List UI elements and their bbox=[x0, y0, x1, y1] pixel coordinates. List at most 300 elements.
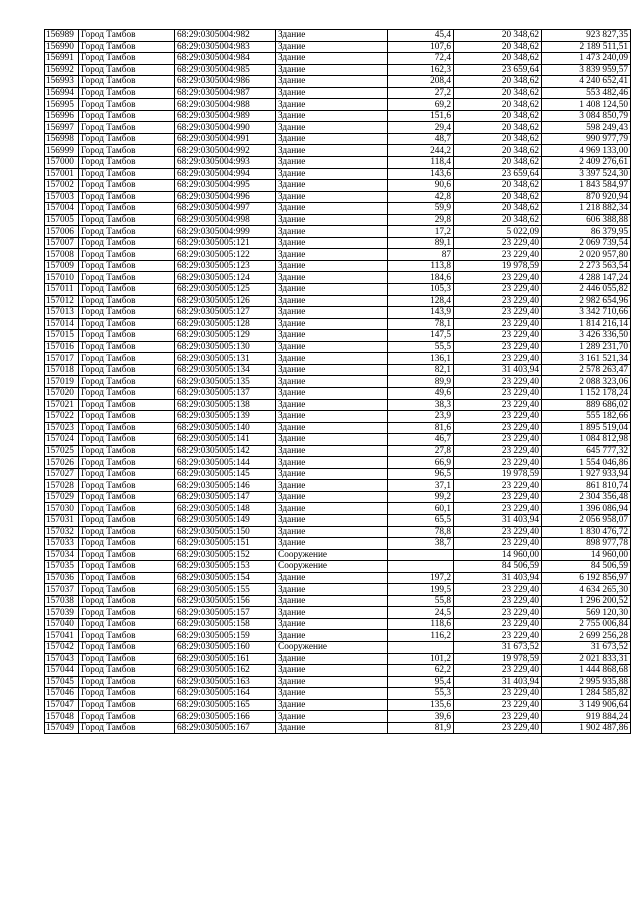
object-type-cell: Здание bbox=[276, 399, 388, 411]
unit-price-cell: 20 348,62 bbox=[454, 110, 542, 122]
area-cell: 118,6 bbox=[388, 618, 454, 630]
cadastral-number-cell: 68:29:0305005:155 bbox=[175, 584, 276, 596]
city-cell: Город Тамбов bbox=[79, 318, 175, 330]
cadastral-number-cell: 68:29:0305005:152 bbox=[175, 549, 276, 561]
table-row bbox=[45, 260, 631, 272]
unit-price-cell: 23 229,40 bbox=[454, 665, 542, 677]
cadastral-value-cell: 1 152 178,24 bbox=[542, 387, 631, 399]
area-cell: 107,6 bbox=[388, 41, 454, 53]
cadastral-number-cell: 68:29:0305005:130 bbox=[175, 341, 276, 353]
cadastral-number-cell: 68:29:0305004:988 bbox=[175, 99, 276, 111]
cadastral-number-cell: 68:29:0305005:121 bbox=[175, 237, 276, 249]
unit-price-cell: 20 348,62 bbox=[454, 76, 542, 88]
area-cell: 39,6 bbox=[388, 711, 454, 723]
unit-price-cell: 23 229,40 bbox=[454, 387, 542, 399]
cadastral-number-cell: 68:29:0305005:139 bbox=[175, 411, 276, 423]
cadastral-value-cell: 1 902 487,86 bbox=[542, 722, 631, 734]
table-row bbox=[45, 572, 631, 584]
object-type-cell: Здание bbox=[276, 341, 388, 353]
cadastral-value-cell: 3 149 906,64 bbox=[542, 699, 631, 711]
unit-price-cell: 20 348,62 bbox=[454, 53, 542, 65]
area-cell: 23,9 bbox=[388, 411, 454, 423]
table-row bbox=[45, 584, 631, 596]
area-cell: 147,5 bbox=[388, 330, 454, 342]
cadastral-number-cell: 68:29:0305005:126 bbox=[175, 295, 276, 307]
object-type-cell: Здание bbox=[276, 595, 388, 607]
city-cell: Город Тамбов bbox=[79, 133, 175, 145]
city-cell: Город Тамбов bbox=[79, 434, 175, 446]
object-type-cell: Здание bbox=[276, 284, 388, 296]
row-number-cell: 157022 bbox=[45, 411, 79, 423]
area-cell: 82,1 bbox=[388, 364, 454, 376]
row-number-cell: 157024 bbox=[45, 434, 79, 446]
city-cell: Город Тамбов bbox=[79, 699, 175, 711]
row-number-cell: 157006 bbox=[45, 226, 79, 238]
object-type-cell: Здание bbox=[276, 468, 388, 480]
unit-price-cell: 23 229,40 bbox=[454, 457, 542, 469]
unit-price-cell: 20 348,62 bbox=[454, 133, 542, 145]
cadastral-value-cell: 990 977,79 bbox=[542, 133, 631, 145]
cadastral-value-table bbox=[44, 29, 631, 734]
city-cell: Город Тамбов bbox=[79, 561, 175, 573]
city-cell: Город Тамбов bbox=[79, 688, 175, 700]
cadastral-value-cell: 1 843 584,97 bbox=[542, 180, 631, 192]
area-cell: 81,9 bbox=[388, 722, 454, 734]
row-number-cell: 157026 bbox=[45, 457, 79, 469]
object-type-cell: Здание bbox=[276, 445, 388, 457]
unit-price-cell: 23 229,40 bbox=[454, 295, 542, 307]
object-type-cell: Здание bbox=[276, 387, 388, 399]
object-type-cell: Здание bbox=[276, 122, 388, 134]
table-row bbox=[45, 64, 631, 76]
cadastral-number-cell: 68:29:0305004:997 bbox=[175, 203, 276, 215]
unit-price-cell: 23 229,40 bbox=[454, 480, 542, 492]
table-row bbox=[45, 99, 631, 111]
row-number-cell: 157021 bbox=[45, 399, 79, 411]
unit-price-cell: 23 229,40 bbox=[454, 411, 542, 423]
table-row bbox=[45, 214, 631, 226]
object-type-cell: Здание bbox=[276, 307, 388, 319]
cadastral-value-cell: 4 634 265,30 bbox=[542, 584, 631, 596]
row-number-cell: 157018 bbox=[45, 364, 79, 376]
cadastral-number-cell: 68:29:0305005:122 bbox=[175, 249, 276, 261]
row-number-cell: 157041 bbox=[45, 630, 79, 642]
unit-price-cell: 23 229,40 bbox=[454, 688, 542, 700]
cadastral-number-cell: 68:29:0305004:990 bbox=[175, 122, 276, 134]
object-type-cell: Здание bbox=[276, 480, 388, 492]
unit-price-cell: 23 659,64 bbox=[454, 64, 542, 76]
row-number-cell: 157045 bbox=[45, 676, 79, 688]
cadastral-value-cell: 645 777,32 bbox=[542, 445, 631, 457]
cadastral-value-cell: 1 396 086,94 bbox=[542, 503, 631, 515]
object-type-cell: Здание bbox=[276, 665, 388, 677]
object-type-cell: Здание bbox=[276, 526, 388, 538]
table-row bbox=[45, 226, 631, 238]
cadastral-number-cell: 68:29:0305004:993 bbox=[175, 157, 276, 169]
table-row bbox=[45, 549, 631, 561]
cadastral-number-cell: 68:29:0305005:137 bbox=[175, 387, 276, 399]
unit-price-cell: 19 978,59 bbox=[454, 260, 542, 272]
area-cell: 197,2 bbox=[388, 572, 454, 584]
area-cell: 199,5 bbox=[388, 584, 454, 596]
cadastral-number-cell: 68:29:0305005:124 bbox=[175, 272, 276, 284]
cadastral-value-cell: 1 927 933,94 bbox=[542, 468, 631, 480]
unit-price-cell: 23 229,40 bbox=[454, 503, 542, 515]
cadastral-number-cell: 68:29:0305005:123 bbox=[175, 260, 276, 272]
row-number-cell: 157001 bbox=[45, 168, 79, 180]
row-number-cell: 157047 bbox=[45, 699, 79, 711]
object-type-cell: Сооружение bbox=[276, 561, 388, 573]
row-number-cell: 156992 bbox=[45, 64, 79, 76]
row-number-cell: 157023 bbox=[45, 422, 79, 434]
row-number-cell: 157028 bbox=[45, 480, 79, 492]
object-type-cell: Здание bbox=[276, 572, 388, 584]
table-row bbox=[45, 480, 631, 492]
city-cell: Город Тамбов bbox=[79, 468, 175, 480]
cadastral-number-cell: 68:29:0305004:992 bbox=[175, 145, 276, 157]
table-row bbox=[45, 318, 631, 330]
row-number-cell: 157009 bbox=[45, 260, 79, 272]
cadastral-number-cell: 68:29:0305005:129 bbox=[175, 330, 276, 342]
table-row bbox=[45, 53, 631, 65]
object-type-cell: Здание bbox=[276, 538, 388, 550]
row-number-cell: 157040 bbox=[45, 618, 79, 630]
cadastral-value-cell: 3 397 524,30 bbox=[542, 168, 631, 180]
unit-price-cell: 20 348,62 bbox=[454, 214, 542, 226]
area-cell: 143,9 bbox=[388, 307, 454, 319]
area-cell: 105,3 bbox=[388, 284, 454, 296]
cadastral-value-cell: 1 554 046,86 bbox=[542, 457, 631, 469]
cadastral-number-cell: 68:29:0305004:998 bbox=[175, 214, 276, 226]
cadastral-value-cell: 569 120,30 bbox=[542, 607, 631, 619]
row-number-cell: 157030 bbox=[45, 503, 79, 515]
row-number-cell: 157036 bbox=[45, 572, 79, 584]
object-type-cell: Здание bbox=[276, 503, 388, 515]
city-cell: Город Тамбов bbox=[79, 641, 175, 653]
table-row bbox=[45, 665, 631, 677]
cadastral-number-cell: 68:29:0305005:145 bbox=[175, 468, 276, 480]
city-cell: Город Тамбов bbox=[79, 53, 175, 65]
cadastral-value-cell: 2 409 276,61 bbox=[542, 157, 631, 169]
row-number-cell: 157025 bbox=[45, 445, 79, 457]
area-cell: 48,7 bbox=[388, 133, 454, 145]
cadastral-value-cell: 1 473 240,09 bbox=[542, 53, 631, 65]
table-row bbox=[45, 307, 631, 319]
unit-price-cell: 14 960,00 bbox=[454, 549, 542, 561]
table-row bbox=[45, 272, 631, 284]
unit-price-cell: 31 403,94 bbox=[454, 364, 542, 376]
row-number-cell: 157011 bbox=[45, 284, 79, 296]
city-cell: Город Тамбов bbox=[79, 157, 175, 169]
object-type-cell: Здание bbox=[276, 87, 388, 99]
area-cell: 27,2 bbox=[388, 87, 454, 99]
cadastral-number-cell: 68:29:0305004:982 bbox=[175, 30, 276, 42]
object-type-cell: Здание bbox=[276, 214, 388, 226]
area-cell: 62,2 bbox=[388, 665, 454, 677]
cadastral-value-cell: 3 426 336,50 bbox=[542, 330, 631, 342]
unit-price-cell: 5 022,09 bbox=[454, 226, 542, 238]
unit-price-cell: 31 673,52 bbox=[454, 641, 542, 653]
area-cell bbox=[388, 549, 454, 561]
city-cell: Город Тамбов bbox=[79, 180, 175, 192]
city-cell: Город Тамбов bbox=[79, 514, 175, 526]
area-cell: 29,8 bbox=[388, 214, 454, 226]
table-row bbox=[45, 445, 631, 457]
unit-price-cell: 23 229,40 bbox=[454, 445, 542, 457]
cadastral-value-cell: 2 273 563,54 bbox=[542, 260, 631, 272]
cadastral-number-cell: 68:29:0305005:138 bbox=[175, 399, 276, 411]
row-number-cell: 157020 bbox=[45, 387, 79, 399]
area-cell: 38,3 bbox=[388, 399, 454, 411]
area-cell: 208,4 bbox=[388, 76, 454, 88]
area-cell: 118,4 bbox=[388, 157, 454, 169]
city-cell: Город Тамбов bbox=[79, 422, 175, 434]
table-row bbox=[45, 133, 631, 145]
unit-price-cell: 23 229,40 bbox=[454, 237, 542, 249]
cadastral-number-cell: 68:29:0305005:146 bbox=[175, 480, 276, 492]
cadastral-number-cell: 68:29:0305005:140 bbox=[175, 422, 276, 434]
unit-price-cell: 23 229,40 bbox=[454, 607, 542, 619]
unit-price-cell: 20 348,62 bbox=[454, 180, 542, 192]
area-cell: 55,8 bbox=[388, 595, 454, 607]
table-row bbox=[45, 180, 631, 192]
cadastral-number-cell: 68:29:0305005:142 bbox=[175, 445, 276, 457]
object-type-cell: Здание bbox=[276, 203, 388, 215]
area-cell: 162,3 bbox=[388, 64, 454, 76]
city-cell: Город Тамбов bbox=[79, 41, 175, 53]
cadastral-number-cell: 68:29:0305004:999 bbox=[175, 226, 276, 238]
row-number-cell: 156996 bbox=[45, 110, 79, 122]
object-type-cell: Здание bbox=[276, 249, 388, 261]
city-cell: Город Тамбов bbox=[79, 584, 175, 596]
city-cell: Город Тамбов bbox=[79, 503, 175, 515]
cadastral-number-cell: 68:29:0305005:154 bbox=[175, 572, 276, 584]
city-cell: Город Тамбов bbox=[79, 226, 175, 238]
row-number-cell: 157012 bbox=[45, 295, 79, 307]
city-cell: Город Тамбов bbox=[79, 364, 175, 376]
table-row bbox=[45, 641, 631, 653]
city-cell: Город Тамбов bbox=[79, 445, 175, 457]
city-cell: Город Тамбов bbox=[79, 307, 175, 319]
cadastral-value-cell: 606 388,88 bbox=[542, 214, 631, 226]
object-type-cell: Здание bbox=[276, 260, 388, 272]
row-number-cell: 156994 bbox=[45, 87, 79, 99]
cadastral-value-cell: 919 884,24 bbox=[542, 711, 631, 723]
object-type-cell: Сооружение bbox=[276, 549, 388, 561]
unit-price-cell: 23 229,40 bbox=[454, 353, 542, 365]
table-row bbox=[45, 284, 631, 296]
cadastral-value-cell: 1 218 882,34 bbox=[542, 203, 631, 215]
city-cell: Город Тамбов bbox=[79, 64, 175, 76]
unit-price-cell: 23 229,40 bbox=[454, 318, 542, 330]
area-cell: 184,6 bbox=[388, 272, 454, 284]
unit-price-cell: 23 229,40 bbox=[454, 699, 542, 711]
area-cell: 143,6 bbox=[388, 168, 454, 180]
cadastral-number-cell: 68:29:0305004:987 bbox=[175, 87, 276, 99]
unit-price-cell: 23 229,40 bbox=[454, 434, 542, 446]
row-number-cell: 157038 bbox=[45, 595, 79, 607]
area-cell: 27,8 bbox=[388, 445, 454, 457]
table-row bbox=[45, 607, 631, 619]
cadastral-value-cell: 1 289 231,70 bbox=[542, 341, 631, 353]
area-cell: 29,4 bbox=[388, 122, 454, 134]
area-cell: 65,5 bbox=[388, 514, 454, 526]
cadastral-value-cell: 2 189 511,51 bbox=[542, 41, 631, 53]
area-cell: 78,1 bbox=[388, 318, 454, 330]
area-cell: 135,6 bbox=[388, 699, 454, 711]
cadastral-value-cell: 3 084 850,79 bbox=[542, 110, 631, 122]
area-cell: 38,7 bbox=[388, 538, 454, 550]
city-cell: Город Тамбов bbox=[79, 411, 175, 423]
area-cell: 72,4 bbox=[388, 53, 454, 65]
row-number-cell: 157027 bbox=[45, 468, 79, 480]
unit-price-cell: 23 229,40 bbox=[454, 584, 542, 596]
unit-price-cell: 23 229,40 bbox=[454, 284, 542, 296]
object-type-cell: Здание bbox=[276, 514, 388, 526]
unit-price-cell: 23 229,40 bbox=[454, 595, 542, 607]
unit-price-cell: 23 229,40 bbox=[454, 422, 542, 434]
cadastral-number-cell: 68:29:0305005:127 bbox=[175, 307, 276, 319]
cadastral-number-cell: 68:29:0305005:131 bbox=[175, 353, 276, 365]
object-type-cell: Здание bbox=[276, 41, 388, 53]
object-type-cell: Здание bbox=[276, 607, 388, 619]
object-type-cell: Здание bbox=[276, 676, 388, 688]
table-row bbox=[45, 168, 631, 180]
object-type-cell: Здание bbox=[276, 110, 388, 122]
cadastral-number-cell: 68:29:0305005:167 bbox=[175, 722, 276, 734]
cadastral-value-cell: 1 408 124,50 bbox=[542, 99, 631, 111]
table-row bbox=[45, 110, 631, 122]
table-row bbox=[45, 618, 631, 630]
area-cell: 42,8 bbox=[388, 191, 454, 203]
row-number-cell: 157013 bbox=[45, 307, 79, 319]
unit-price-cell: 20 348,62 bbox=[454, 203, 542, 215]
cadastral-value-cell: 86 379,95 bbox=[542, 226, 631, 238]
city-cell: Город Тамбов bbox=[79, 341, 175, 353]
cadastral-value-cell: 84 506,59 bbox=[542, 561, 631, 573]
cadastral-value-cell: 923 827,35 bbox=[542, 30, 631, 42]
area-cell: 59,9 bbox=[388, 203, 454, 215]
table-row bbox=[45, 595, 631, 607]
cadastral-value-cell: 14 960,00 bbox=[542, 549, 631, 561]
row-number-cell: 156998 bbox=[45, 133, 79, 145]
unit-price-cell: 23 229,40 bbox=[454, 491, 542, 503]
cadastral-value-cell: 6 192 856,97 bbox=[542, 572, 631, 584]
area-cell: 116,2 bbox=[388, 630, 454, 642]
area-cell: 90,6 bbox=[388, 180, 454, 192]
object-type-cell: Здание bbox=[276, 318, 388, 330]
cadastral-number-cell: 68:29:0305004:989 bbox=[175, 110, 276, 122]
row-number-cell: 157039 bbox=[45, 607, 79, 619]
cadastral-value-cell: 553 482,46 bbox=[542, 87, 631, 99]
cadastral-number-cell: 68:29:0305004:991 bbox=[175, 133, 276, 145]
row-number-cell: 157017 bbox=[45, 353, 79, 365]
area-cell: 37,1 bbox=[388, 480, 454, 492]
city-cell: Город Тамбов bbox=[79, 99, 175, 111]
table-row bbox=[45, 76, 631, 88]
unit-price-cell: 23 229,40 bbox=[454, 711, 542, 723]
cadastral-value-cell: 898 977,78 bbox=[542, 538, 631, 550]
cadastral-value-cell: 31 673,52 bbox=[542, 641, 631, 653]
table-row bbox=[45, 364, 631, 376]
city-cell: Город Тамбов bbox=[79, 110, 175, 122]
cadastral-value-cell: 1 296 200,52 bbox=[542, 595, 631, 607]
table-row bbox=[45, 157, 631, 169]
area-cell: 95,4 bbox=[388, 676, 454, 688]
area-cell: 24,5 bbox=[388, 607, 454, 619]
unit-price-cell: 23 659,64 bbox=[454, 168, 542, 180]
unit-price-cell: 23 229,40 bbox=[454, 376, 542, 388]
table-body bbox=[45, 30, 631, 734]
unit-price-cell: 20 348,62 bbox=[454, 41, 542, 53]
cadastral-number-cell: 68:29:0305005:162 bbox=[175, 665, 276, 677]
area-cell: 49,6 bbox=[388, 387, 454, 399]
row-number-cell: 157034 bbox=[45, 549, 79, 561]
object-type-cell: Здание bbox=[276, 630, 388, 642]
cadastral-number-cell: 68:29:0305004:994 bbox=[175, 168, 276, 180]
table-row bbox=[45, 411, 631, 423]
row-number-cell: 157046 bbox=[45, 688, 79, 700]
cadastral-value-cell: 1 084 812,98 bbox=[542, 434, 631, 446]
row-number-cell: 157043 bbox=[45, 653, 79, 665]
cadastral-number-cell: 68:29:0305005:161 bbox=[175, 653, 276, 665]
city-cell: Город Тамбов bbox=[79, 330, 175, 342]
cadastral-number-cell: 68:29:0305005:157 bbox=[175, 607, 276, 619]
row-number-cell: 157031 bbox=[45, 514, 79, 526]
table-row bbox=[45, 387, 631, 399]
unit-price-cell: 84 506,59 bbox=[454, 561, 542, 573]
table-row bbox=[45, 514, 631, 526]
cadastral-number-cell: 68:29:0305005:147 bbox=[175, 491, 276, 503]
city-cell: Город Тамбов bbox=[79, 457, 175, 469]
city-cell: Город Тамбов bbox=[79, 722, 175, 734]
area-cell: 128,4 bbox=[388, 295, 454, 307]
table-row bbox=[45, 526, 631, 538]
object-type-cell: Здание bbox=[276, 272, 388, 284]
city-cell: Город Тамбов bbox=[79, 260, 175, 272]
row-number-cell: 157000 bbox=[45, 157, 79, 169]
row-number-cell: 157042 bbox=[45, 641, 79, 653]
cadastral-value-cell: 2 446 055,82 bbox=[542, 284, 631, 296]
table-row bbox=[45, 191, 631, 203]
city-cell: Город Тамбов bbox=[79, 203, 175, 215]
object-type-cell: Здание bbox=[276, 64, 388, 76]
unit-price-cell: 23 229,40 bbox=[454, 538, 542, 550]
table-row bbox=[45, 653, 631, 665]
unit-price-cell: 23 229,40 bbox=[454, 249, 542, 261]
cadastral-value-cell: 2 069 739,54 bbox=[542, 237, 631, 249]
row-number-cell: 157002 bbox=[45, 180, 79, 192]
city-cell: Город Тамбов bbox=[79, 399, 175, 411]
object-type-cell: Здание bbox=[276, 157, 388, 169]
unit-price-cell: 20 348,62 bbox=[454, 191, 542, 203]
table-row bbox=[45, 630, 631, 642]
row-number-cell: 157032 bbox=[45, 526, 79, 538]
unit-price-cell: 20 348,62 bbox=[454, 157, 542, 169]
table-row bbox=[45, 468, 631, 480]
cadastral-value-cell: 2 755 006,84 bbox=[542, 618, 631, 630]
table-row bbox=[45, 237, 631, 249]
table-row bbox=[45, 561, 631, 573]
cadastral-number-cell: 68:29:0305005:128 bbox=[175, 318, 276, 330]
cadastral-number-cell: 68:29:0305004:996 bbox=[175, 191, 276, 203]
table-row bbox=[45, 503, 631, 515]
row-number-cell: 157007 bbox=[45, 237, 79, 249]
object-type-cell: Здание bbox=[276, 145, 388, 157]
area-cell: 87 bbox=[388, 249, 454, 261]
table-row bbox=[45, 688, 631, 700]
area-cell: 78,8 bbox=[388, 526, 454, 538]
